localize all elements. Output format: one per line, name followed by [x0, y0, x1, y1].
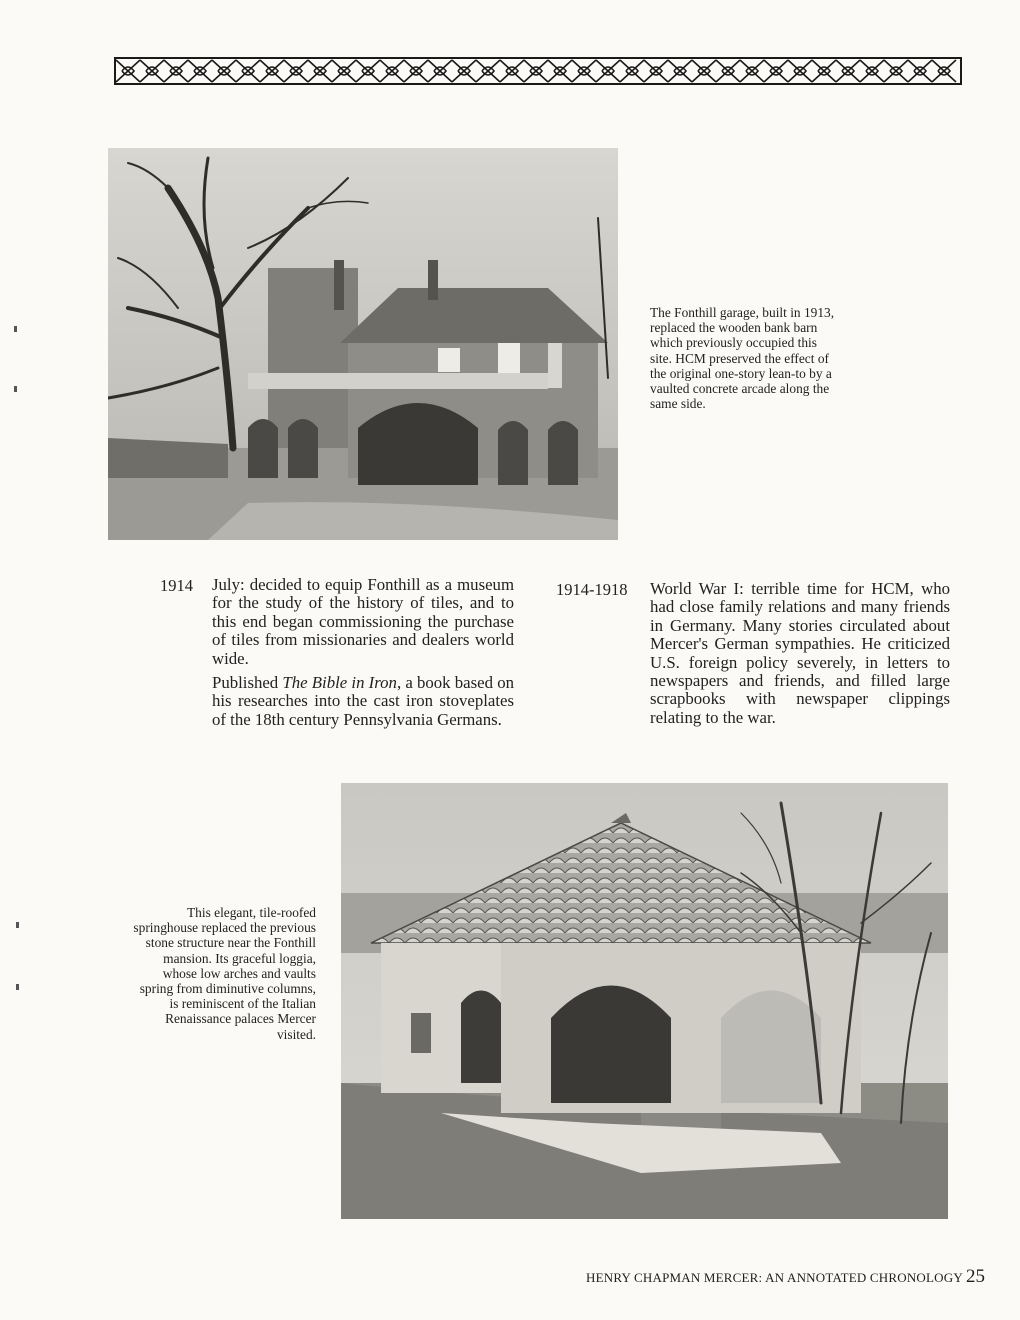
scan-mark	[14, 326, 17, 332]
entry-1914-paragraph-2-rest: , a book based on his researches into the cast iron stoveplates of the 18th century Pennsylvania Germans.	[212, 673, 514, 729]
scan-mark	[14, 386, 17, 392]
interlace-segment	[332, 60, 356, 82]
running-footer-title: HENRY CHAPMAN MERCER: AN ANNOTATED CHRONOLOGY	[586, 1270, 963, 1285]
fonthill-garage-photo	[108, 148, 618, 540]
interlace-segment	[788, 60, 812, 82]
interlace-segment	[140, 60, 164, 82]
chronology-entry-1914	[212, 576, 514, 735]
interlace-segment	[908, 60, 932, 82]
scan-mark	[16, 922, 19, 928]
interlace-border-icon	[114, 54, 962, 88]
page-footer	[586, 1266, 986, 1290]
entry-1914-1918-paragraph: World War I: terrible time for HCM, who had close family relations and many friends in Germany. Many stories circulated about Mercer's German sympathies. He criticized U.S. foreign policy severely, in letters to newspapers and friends, and filled large scrapbooks with newspaper clippings relating to the war.	[650, 579, 950, 727]
interlace-segment	[236, 60, 260, 82]
springhouse-photo-caption: This elegant, tile-roofed springhouse replaced the previous stone structure near the Fonthill mansion. Its graceful loggia, whose low arches and vaults spring from diminutive columns, is reminiscent of the Italian Renaissance palaces Mercer visited.	[133, 905, 316, 1042]
interlace-segment	[116, 60, 140, 82]
interlace-segment	[836, 60, 860, 82]
interlace-segment	[188, 60, 212, 82]
springhouse-photo	[341, 783, 948, 1219]
interlace-segment	[572, 60, 596, 82]
interlace-segment	[740, 60, 764, 82]
interlace-segment	[356, 60, 380, 82]
interlace-segment	[884, 60, 908, 82]
interlace-segment	[596, 60, 620, 82]
interlace-segment	[764, 60, 788, 82]
entry-1914-paragraph-2-lead: Published	[212, 673, 283, 693]
interlace-segment	[860, 60, 884, 82]
book-title-bible-in-iron: The Bible in Iron	[282, 673, 397, 693]
page-number: 25	[966, 1266, 985, 1287]
interlace-segment	[668, 60, 692, 82]
entry-1914-paragraph-1: July: decided to equip Fonthill as a museum for the study of the history of tiles, and to this end began commissioning the purchase of tiles from missionaries and dealers world wide.	[212, 575, 514, 668]
interlace-segment	[932, 60, 956, 82]
interlace-segment	[260, 60, 284, 82]
interlace-segment	[380, 60, 404, 82]
interlace-segment	[620, 60, 644, 82]
scan-mark	[16, 984, 19, 990]
interlace-segment	[476, 60, 500, 82]
chronology-year-1914-1918: 1914-1918	[556, 580, 628, 599]
entry-1914-paragraph-2	[212, 674, 514, 729]
interlace-segment	[308, 60, 332, 82]
interlace-segment	[692, 60, 716, 82]
chronology-entry-1914-1918	[650, 580, 950, 733]
interlace-segment	[548, 60, 572, 82]
chronology-year-1914: 1914	[160, 576, 193, 595]
interlace-segment	[812, 60, 836, 82]
interlace-segment	[212, 60, 236, 82]
interlace-segment	[428, 60, 452, 82]
interlace-segment	[524, 60, 548, 82]
interlace-segment	[452, 60, 476, 82]
garage-photo-caption: The Fonthill garage, built in 1913, replaced the wooden bank barn which previously occupied this site. HCM preserved the effect of the original one-story lean-to by a vaulted concrete arcade along the same side.	[650, 305, 835, 412]
interlace-segment	[716, 60, 740, 82]
interlace-segment	[500, 60, 524, 82]
interlace-segment	[644, 60, 668, 82]
interlace-segment	[164, 60, 188, 82]
interlace-segment	[404, 60, 428, 82]
interlace-segment	[284, 60, 308, 82]
